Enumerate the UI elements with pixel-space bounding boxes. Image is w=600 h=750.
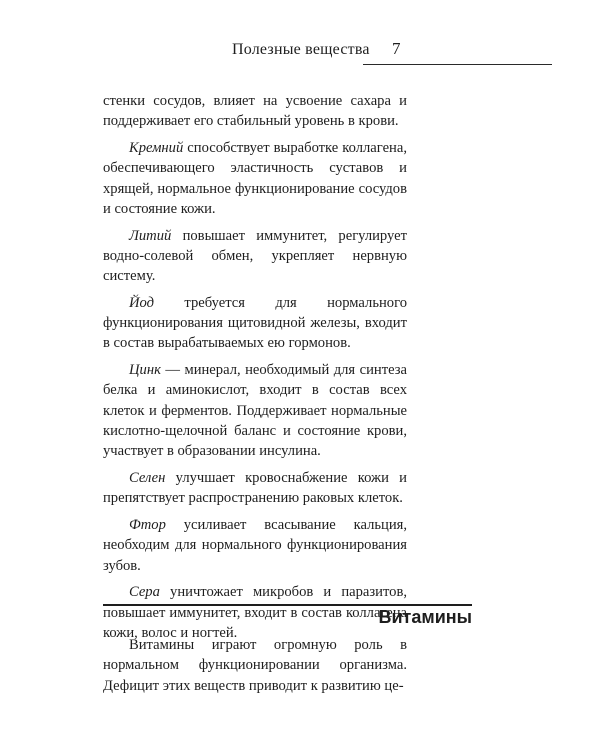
body-text: [103, 91, 407, 650]
paragraph-text: требуется для нормального функционирования щитовидной железы, входит в состав вырабатываемых ею гормонов.: [103, 294, 407, 352]
paragraph-text: усиливает всасывание кальция, необходим для нормального функционирования зубов.: [103, 516, 407, 574]
term-label: Цинк: [129, 362, 161, 379]
paragraph-continuation: [103, 91, 407, 132]
running-title: Полезные вещества: [232, 41, 370, 58]
term-label: Сера: [129, 584, 160, 601]
term-label: Селен: [129, 470, 166, 486]
term-label: Кремний: [129, 139, 184, 156]
section-text: [103, 635, 407, 702]
paragraph-text: улучшает кровоснабжение кожи и препятствует распространению раковых клеток.: [103, 470, 407, 507]
section-paragraph: Витамины играют огромную роль в нормальном функционировании организма. Дефицит этих веществ приводит к развитию це-: [103, 637, 407, 694]
section-heading: Витамины: [378, 607, 472, 627]
paragraph-text: уничтожает микробов и паразитов, повышает иммунитет, входит в состав коллагена кожи, волос и ногтей.: [103, 584, 407, 641]
paragraph-text: способствует выработке коллагена, обеспечивающего эластичность суставов и хрящей, нормальное функционирование сосудов и состояние кожи.: [103, 139, 407, 217]
paragraph-iodine: [103, 293, 407, 354]
paragraph-silicon: [103, 138, 407, 219]
paragraph-lithium: [103, 226, 407, 287]
paragraph-text: повышает иммунитет, регулирует водно-солевой обмен, укрепляет нервную систему.: [103, 227, 407, 285]
term-label: Фтор: [129, 516, 166, 533]
paragraph-zinc: [103, 360, 407, 461]
paragraph-selenium: [103, 468, 407, 509]
page-header: [0, 0, 600, 80]
header-rule: [363, 64, 552, 65]
paragraph-text: — минерал, необходимый для синтеза белка и аминокислот, входит в состав всех клеток и ферментов. Поддерживает нормальные кислотно-щелочной баланс и состояние крови, участвует в образовании инсулина.: [103, 362, 407, 460]
paragraph-text: стенки сосудов, влияет на усвоение сахара и поддерживает его стабильный уровень в крови.: [103, 93, 407, 130]
term-label: Литий: [129, 227, 172, 244]
term-label: Йод: [129, 294, 155, 311]
paragraph-fluorine: [103, 515, 407, 576]
page-number: 7: [392, 39, 401, 58]
